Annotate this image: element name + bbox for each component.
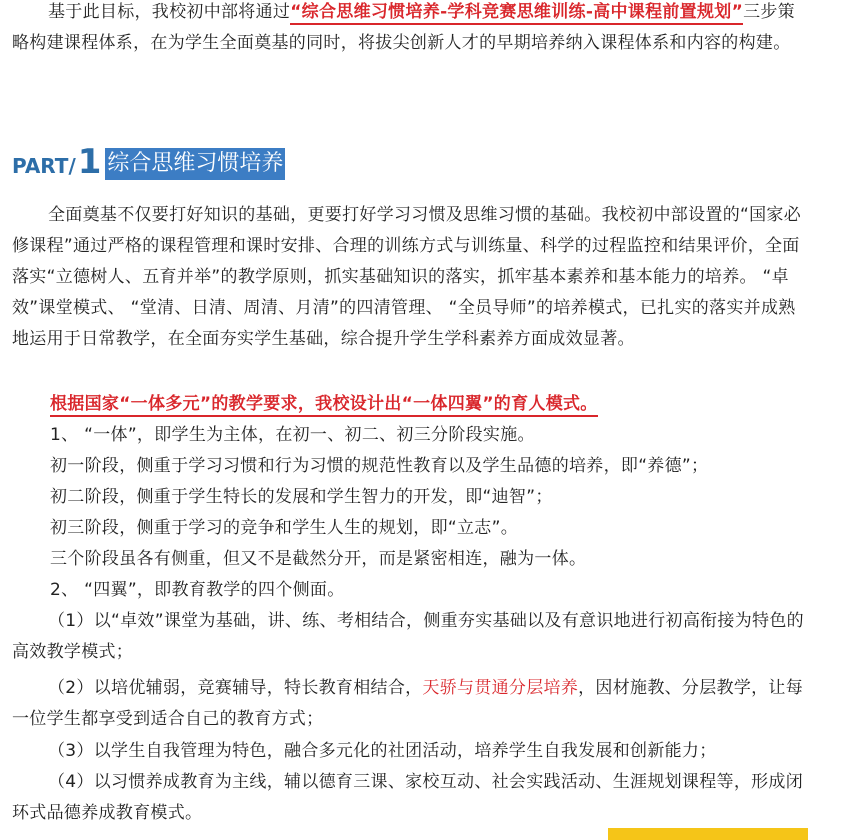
line-siyi: 2、 “四翼”，即教育教学的四个侧面。	[50, 580, 345, 600]
wing-2-before: （2）以培优辅弱，竞赛辅导，特长教育相结合，	[48, 678, 423, 698]
part-prefix: PART/	[12, 154, 76, 178]
part-number: 1	[77, 142, 102, 182]
section-heading	[12, 140, 285, 180]
wing-1: （1）以“卓效”课堂为基础，讲、练、考相结合，侧重夯实基础以及有意识地进行初高衔接为特色的高效教学模式；	[12, 611, 804, 662]
intro-text-before: 基于此目标，我校初中部将通过	[48, 2, 291, 22]
line-grade7: 初一阶段，侧重于学习习惯和行为习惯的规范性教育以及学生品德的培养，即“养德”；	[50, 456, 709, 476]
model-heading-line	[50, 389, 810, 420]
wing-2	[12, 673, 812, 735]
intro-text-after: 三步策略构建课程体系，在为学生全面奠基的同时，将拔尖创新人才的早期培养纳入课程体系和内容的构建。	[12, 2, 795, 53]
strategy-highlight: “综合思维习惯培养-学科竞赛思维训练-高中课程前置规划”	[290, 2, 743, 25]
wing-2-highlight: 天骄与贯通分层培养	[422, 678, 579, 698]
section-title: 综合思维习惯培养	[105, 148, 285, 180]
model-heading: 根据国家“一体多元”的教学要求，我校设计出“一体四翼”的育人模式。	[50, 394, 598, 417]
line-stages-summary: 三个阶段虽各有侧重，但又不是截然分开，而是紧密相连，融为一体。	[50, 549, 587, 569]
line-yiti: 1、 “一体”，即学生为主体，在初一、初二、初三分阶段实施。	[50, 425, 535, 445]
line-grade9: 初三阶段，侧重于学习的竞争和学生人生的规划，即“立志”。	[50, 518, 519, 538]
foundation-paragraph: 全面奠基不仅要打好知识的基础，更要打好学习习惯及思维习惯的基础。我校初中部设置的“国家必修课程”通过严格的课程管理和课时安排、合理的训练方式与训练量、科学的过程监控和结果评价，全面落实“立德树人、五育并举”的教学原则，抓实基础知识的落实，抓牢基本素养和基本能力的培养。 “卓效”课堂模式、 “堂清、日清、周清、月清”的四清管理、 “全员导师”的培养模式，已扎实的落实并成熟地运用于日常教学，在全面夯实学生基础，综合提升学生学科素养方面成效显著。	[12, 205, 802, 349]
wing-4: （4）以习惯养成教育为主线，辅以德育三课、家校互动、社会实践活动、生涯规划课程等，形成闭环式品德养成教育模式。	[12, 772, 804, 823]
line-grade8: 初二阶段，侧重于学生特长的发展和学生智力的开发，即“迪智”；	[50, 487, 553, 507]
intro-paragraph	[12, 0, 812, 59]
wing-3: （3）以学生自我管理为特色，融合多元化的社团活动，培养学生自我发展和创新能力；	[48, 741, 717, 761]
bottom-accent-bar	[608, 828, 808, 840]
wing-2-after: ，因材施教、分层教学，让每一位学生都享受到适合自己的教育方式；	[12, 678, 804, 729]
